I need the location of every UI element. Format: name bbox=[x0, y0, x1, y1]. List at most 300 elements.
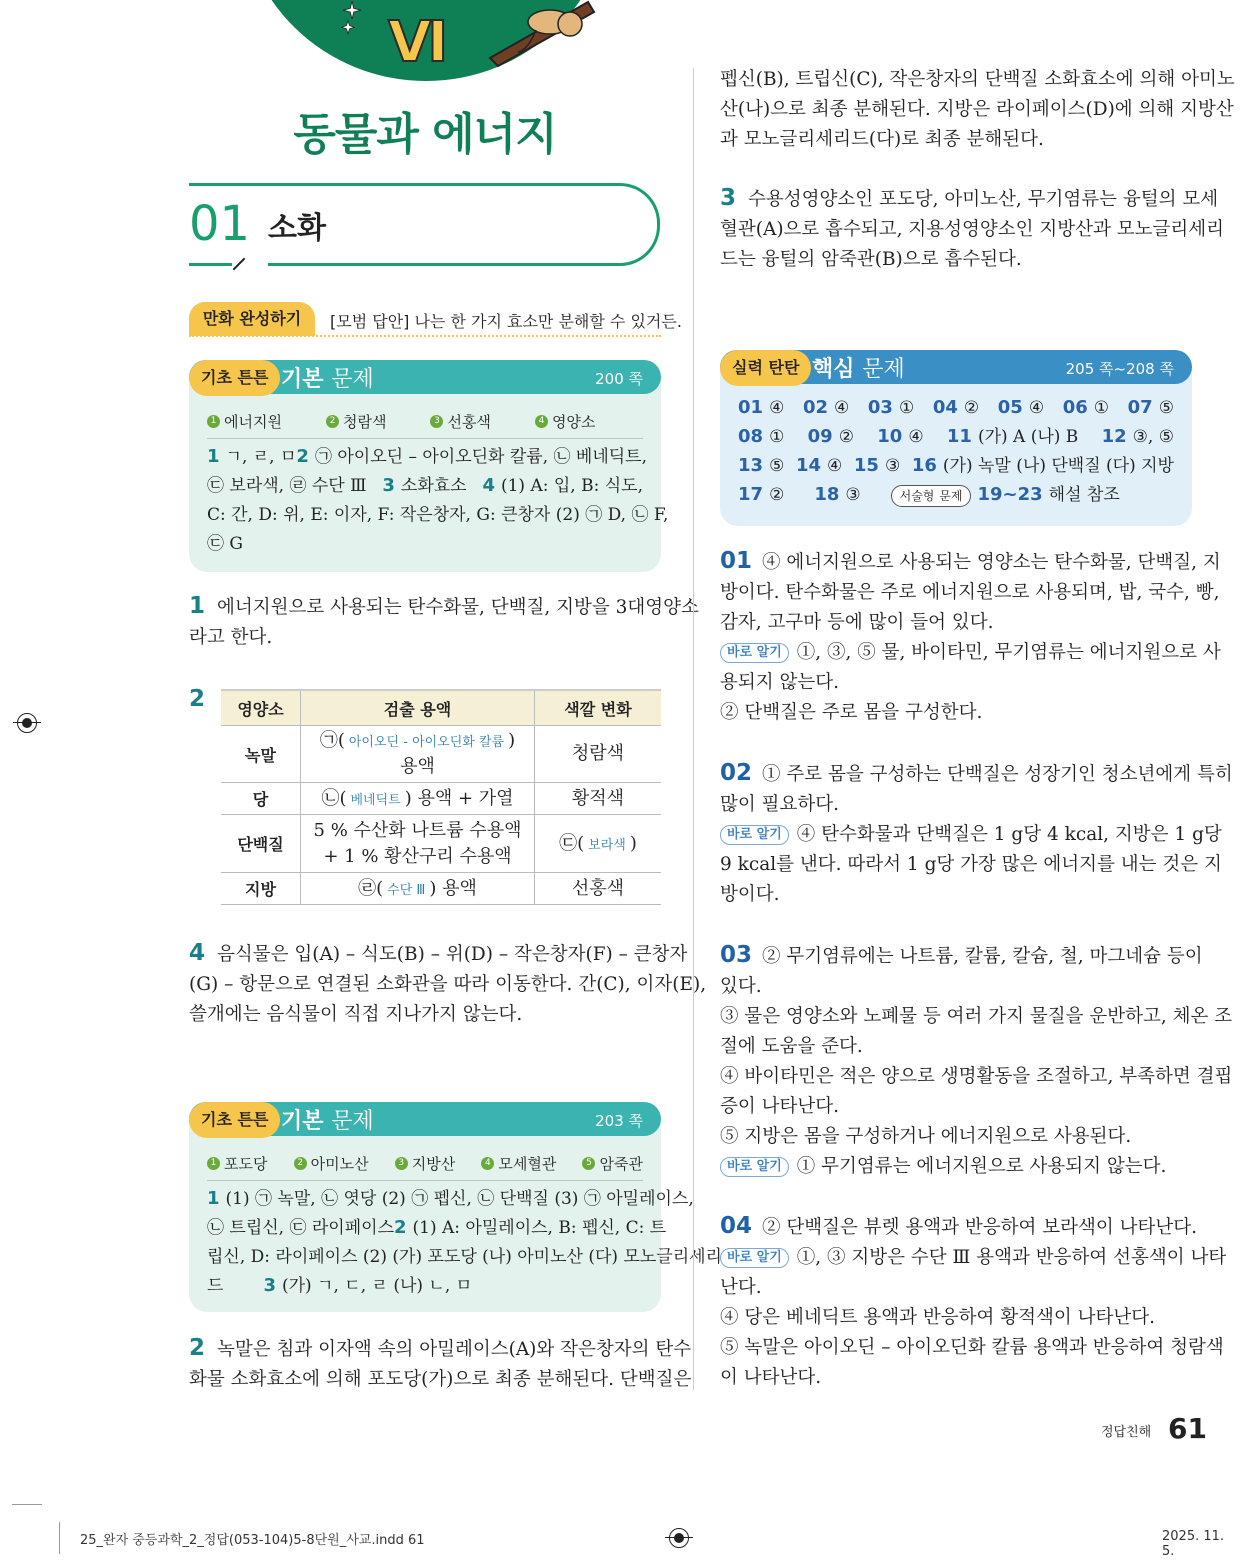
answer-value: ④ bbox=[769, 398, 785, 418]
answer-text: ㄱ, ㄹ, ㅁ bbox=[225, 447, 297, 467]
line-text: 절에 도움을 준다. bbox=[720, 1036, 863, 1057]
text-line bbox=[720, 1152, 1192, 1182]
line-text: 라고 한다. bbox=[189, 627, 273, 648]
crop-mark bbox=[59, 1522, 60, 1554]
text-line bbox=[720, 668, 1192, 698]
answer-number: 10 bbox=[877, 426, 903, 447]
answer-item bbox=[912, 452, 1174, 481]
text-line bbox=[720, 608, 1192, 638]
line-text: ①, ③ 지방은 수단 Ⅲ 용액과 반응하여 선홍색이 나타 bbox=[796, 1247, 1227, 1268]
essay-bold: 서술형 bbox=[899, 489, 935, 503]
paragraph-number: 3 bbox=[720, 185, 737, 211]
answer-number: 12 bbox=[1101, 426, 1127, 447]
answer-text: (1) A: 아밀레이스, B: 펩신, C: 트 bbox=[412, 1218, 667, 1238]
text-line bbox=[189, 593, 699, 623]
answer-item bbox=[868, 394, 914, 423]
answer-lines bbox=[189, 439, 669, 559]
key-terms bbox=[189, 394, 661, 434]
text-line bbox=[189, 1365, 692, 1395]
answer-item bbox=[808, 423, 854, 452]
answer-value: ① bbox=[1093, 398, 1109, 418]
text-line bbox=[720, 185, 1219, 215]
explanation-2 bbox=[189, 1335, 692, 1395]
answer-value: ③, ⑤ bbox=[1132, 427, 1174, 447]
answer-line bbox=[207, 1185, 694, 1214]
answer-text: ㉢ 보라색, ㉣ 수단 Ⅲ bbox=[207, 476, 367, 496]
text-line bbox=[720, 125, 1192, 155]
file-slug: 25_완자 중등과학_2_정답(053-104)5-8단원_사교.indd 61 bbox=[80, 1533, 425, 1548]
blank-label: ㉡( bbox=[321, 787, 347, 809]
box-header bbox=[189, 1102, 661, 1136]
header-nutrient: 영양소 bbox=[221, 690, 301, 726]
essay-badge bbox=[891, 485, 972, 507]
page-number: 61 bbox=[1168, 1412, 1207, 1445]
answer-item bbox=[207, 530, 243, 559]
answer-lines bbox=[189, 1181, 722, 1301]
blank-answer: 아이오딘 - 아이오딘화 칼륨 bbox=[348, 735, 505, 750]
text-line bbox=[720, 1092, 1192, 1122]
answer-number: 15 bbox=[853, 455, 879, 476]
key-number-icon: 4 bbox=[535, 415, 548, 428]
key-term bbox=[535, 408, 595, 434]
blank-label: ㉣( bbox=[358, 877, 384, 899]
answer-grid bbox=[720, 384, 1192, 510]
text-line bbox=[720, 1213, 1197, 1243]
color-cell: 황적색 bbox=[535, 783, 662, 815]
explanation-01 bbox=[720, 548, 1221, 728]
text-line bbox=[720, 1122, 1192, 1152]
key-term bbox=[582, 1150, 642, 1176]
answer-item bbox=[296, 443, 647, 472]
answer-number: 01 bbox=[738, 397, 764, 418]
answer-number: 1 bbox=[207, 1188, 220, 1209]
blank-answer: 베네딕트 bbox=[350, 792, 401, 808]
basic-problems-box-1 bbox=[189, 360, 669, 572]
text-line bbox=[720, 245, 1192, 275]
line-text: 방이다. bbox=[720, 884, 780, 905]
table-row bbox=[221, 873, 661, 905]
text-line bbox=[720, 95, 1234, 125]
text-line bbox=[720, 65, 1235, 95]
answer-value: 해설 참조 bbox=[1048, 485, 1120, 505]
answer-item bbox=[207, 1214, 394, 1243]
key-term-text: 청람색 bbox=[342, 412, 387, 431]
comic-divider bbox=[189, 335, 661, 337]
answer-item bbox=[1063, 394, 1109, 423]
crop-mark bbox=[12, 1504, 42, 1505]
answer-value: ④ bbox=[908, 427, 924, 447]
paragraph-number: 2 bbox=[189, 1335, 206, 1361]
answer-value: ⑤ bbox=[1158, 398, 1174, 418]
answer-value: ① bbox=[898, 398, 915, 418]
key-term-text: 선홍색 bbox=[447, 412, 491, 431]
line-text: 산(나)으로 최종 분해된다. 지방은 라이페이스(D)에 의해 지방산 bbox=[720, 99, 1234, 120]
answer-line bbox=[207, 1272, 643, 1301]
key-term-text: 영양소 bbox=[551, 412, 596, 431]
line-text: 증이 나타난다. bbox=[720, 1096, 839, 1117]
text-line bbox=[720, 820, 1222, 850]
correction-badge: 바로 알기 bbox=[720, 643, 789, 663]
answer-value: ② bbox=[838, 427, 854, 447]
key-term-text: 지방산 bbox=[411, 1154, 456, 1173]
table-label: 2 bbox=[189, 686, 206, 712]
answer-row bbox=[738, 481, 1174, 510]
line-text: ④ 바이타민은 적은 양으로 생명활동을 조절하고, 부족하면 결핍 bbox=[720, 1066, 1233, 1087]
box-page: 203 쪽 bbox=[595, 1112, 643, 1130]
paragraph-number: 03 bbox=[720, 942, 753, 968]
text-line bbox=[189, 940, 688, 970]
answer-number: 3 bbox=[263, 1275, 276, 1296]
answer-item bbox=[394, 1214, 666, 1243]
blank-close: ) bbox=[629, 832, 637, 854]
key-terms bbox=[189, 1136, 661, 1176]
line-text: ①, ③, ⑤ 물, 바이타민, 무기염류는 에너지원으로 사 bbox=[796, 642, 1221, 663]
answer-text: ㉢ G bbox=[207, 534, 243, 554]
text-line bbox=[720, 548, 1221, 578]
key-number-icon: 2 bbox=[294, 1157, 307, 1170]
answer-item bbox=[796, 452, 842, 481]
key-number-icon: 3 bbox=[395, 1157, 408, 1170]
answer-number: 02 bbox=[802, 397, 828, 418]
line-text: 이 나타난다. bbox=[720, 1367, 822, 1388]
answer-text: C: 간, D: 위, E: 이자, F: 작은창자, G: 큰창자 (2) ㉠ D, ㉡ F, bbox=[207, 505, 669, 525]
answer-number: 1 bbox=[207, 446, 220, 467]
answer-number: 06 bbox=[1062, 397, 1088, 418]
unit-title: 동물과 에너지 bbox=[293, 109, 557, 160]
print-date: 2025. 11. 5. bbox=[1162, 1529, 1225, 1559]
box-header bbox=[720, 350, 1192, 384]
answer-text: ㉠ 아이오딘 – 아이오딘화 칼륨, ㉡ 베네딕트, bbox=[314, 447, 648, 467]
color-cell bbox=[535, 815, 662, 873]
answer-row bbox=[738, 394, 1174, 423]
answer-item bbox=[891, 481, 1120, 510]
answer-number: 18 bbox=[814, 484, 840, 505]
answer-value: ③ bbox=[845, 485, 861, 505]
reagent-cell bbox=[301, 783, 535, 815]
sparkle-icon bbox=[340, 0, 380, 40]
correction-badge: 바로 알기 bbox=[720, 1157, 789, 1177]
text-line bbox=[720, 1002, 1233, 1032]
text-line bbox=[720, 1273, 1192, 1303]
line-text: ⑤ 지방은 몸을 구성하거나 에너지원으로 사용된다. bbox=[720, 1126, 1132, 1147]
key-term bbox=[481, 1150, 556, 1176]
reagent-suffix: ) 용액 bbox=[429, 877, 477, 899]
basic-problems-box-2 bbox=[189, 1102, 722, 1312]
text-line bbox=[720, 1333, 1224, 1363]
answer-item bbox=[738, 423, 784, 452]
key-number-icon: 2 bbox=[326, 415, 339, 428]
line-text: 방이다. 탄수화물은 주로 에너지원으로 사용되며, 밥, 국수, 빵, bbox=[720, 582, 1220, 603]
text-line bbox=[720, 1062, 1233, 1092]
key-number-icon: 1 bbox=[207, 415, 220, 428]
line-text: 많이 필요하다. bbox=[720, 794, 839, 815]
key-term bbox=[395, 1150, 455, 1176]
answer-item bbox=[814, 481, 860, 510]
answer-number: 14 bbox=[795, 455, 822, 476]
answer-value: ② bbox=[963, 398, 980, 418]
answer-number: 2 bbox=[394, 1217, 407, 1238]
answer-value: ④ bbox=[834, 398, 850, 418]
key-term-text: 에너지원 bbox=[224, 412, 282, 431]
text-line bbox=[189, 1335, 692, 1365]
line-text: 난다. bbox=[720, 1277, 762, 1298]
answer-value: (가) A (나) B bbox=[977, 427, 1079, 447]
line-text: 감자, 고구마 등에 많이 들어 있다. bbox=[720, 612, 994, 633]
answer-line bbox=[207, 1214, 667, 1243]
text-line bbox=[189, 1000, 661, 1030]
text-line bbox=[720, 578, 1220, 608]
line-text: 에너지원으로 사용되는 탄수화물, 단백질, 지방을 3대영양소 bbox=[217, 597, 699, 618]
answer-number: 08 bbox=[738, 426, 764, 447]
answer-value: ② bbox=[769, 485, 785, 505]
key-term bbox=[207, 1150, 267, 1176]
answer-item bbox=[207, 1272, 223, 1301]
answer-number: 04 bbox=[932, 397, 958, 418]
answer-item bbox=[207, 1185, 694, 1214]
line-text: 녹말은 침과 이자액 속의 아밀레이스(A)와 작은창자의 탄수 bbox=[217, 1339, 692, 1360]
reagent-line: 5 % 수산화 나트륨 수용액 bbox=[313, 819, 522, 841]
text-line bbox=[720, 698, 1192, 728]
line-text: 혈관(A)으로 흡수되고, 지용성영양소인 지방산과 모노글리세리 bbox=[720, 219, 1224, 240]
key-number-icon: 4 bbox=[481, 1157, 494, 1170]
reagent-line: + 1 % 황산구리 수용액 bbox=[323, 845, 512, 867]
table-row bbox=[221, 726, 661, 783]
line-text: ② 무기염류에는 나트륨, 칼륨, 칼슘, 철, 마그네슘 등이 bbox=[762, 946, 1203, 967]
box-tag: 실력 탄탄 bbox=[720, 350, 811, 386]
answer-text: 소화효소 bbox=[400, 476, 467, 496]
box-tag: 기초 튼튼 bbox=[189, 1102, 280, 1138]
key-number-icon: 1 bbox=[207, 1157, 220, 1170]
answer-text: (1) ㉠ 녹말, ㉡ 엿당 (2) ㉠ 펩신, ㉡ 단백질 (3) ㉠ 아밀레이스, bbox=[225, 1189, 694, 1209]
key-term bbox=[207, 408, 282, 434]
box-title-bold: 기본 bbox=[281, 1109, 324, 1134]
line-text: 용되지 않는다. bbox=[720, 672, 839, 693]
answer-value: ④ bbox=[1028, 398, 1045, 418]
paragraph-number: 01 bbox=[720, 548, 753, 574]
blank-label: ㉠( bbox=[319, 730, 345, 751]
key-term bbox=[430, 408, 490, 434]
answer-text: (1) A: 입, B: 식도, bbox=[500, 476, 643, 496]
answer-item bbox=[738, 394, 784, 423]
answer-item bbox=[947, 423, 1078, 452]
nutrient-test-table bbox=[221, 689, 661, 905]
answer-number: 07 bbox=[1127, 397, 1153, 418]
answer-number: 19~23 bbox=[977, 484, 1043, 505]
answer-number: 16 bbox=[911, 455, 937, 476]
key-term-text: 암죽관 bbox=[599, 1154, 643, 1173]
text-line bbox=[189, 970, 707, 1000]
box-tag: 기초 튼튼 bbox=[189, 360, 280, 396]
explanation-3 bbox=[720, 185, 1224, 275]
answer-value: ④ bbox=[827, 456, 843, 476]
column-divider bbox=[693, 68, 694, 1390]
box-title-light: 문제 bbox=[862, 357, 905, 382]
answer-number: 05 bbox=[997, 397, 1023, 418]
essay-light: 문제 bbox=[939, 489, 963, 503]
line-text: 펩신(B), 트립신(C), 작은창자의 단백질 소화효소에 의해 아미노 bbox=[720, 69, 1235, 90]
line-text: ④ 에너지원으로 사용되는 영양소는 탄수화물, 단백질, 지 bbox=[762, 552, 1221, 573]
text-line bbox=[720, 1032, 1192, 1062]
answer-item bbox=[382, 472, 466, 501]
text-line bbox=[189, 623, 661, 653]
answer-value: (가) 녹말 (나) 단백질 (다) 지방 bbox=[942, 456, 1174, 476]
line-text: 음식물은 입(A) – 식도(B) – 위(D) – 작은창자(F) – 큰창자 bbox=[217, 944, 688, 965]
blank-label: ㉢( bbox=[559, 832, 585, 854]
paragraph-number: 02 bbox=[720, 760, 753, 786]
color-cell: 청람색 bbox=[535, 726, 662, 783]
answer-item bbox=[803, 394, 849, 423]
line-text: 있다. bbox=[720, 976, 762, 997]
text-line bbox=[720, 850, 1222, 880]
answer-number: 11 bbox=[946, 426, 972, 447]
answer-item bbox=[738, 481, 784, 510]
line-text: ① 주로 몸을 구성하는 단백질은 성장기인 청소년에게 특히 bbox=[762, 764, 1233, 785]
line-text: 쓸개에는 음식물이 직접 지나가지 않는다. bbox=[189, 1004, 523, 1025]
section-title: 소화 bbox=[268, 211, 326, 246]
answer-value: ⑤ bbox=[769, 456, 785, 476]
answer-text: 립신, D: 라이페이스 (2) (가) 포도당 (나) 아미노산 (다) 모노글리세리 bbox=[207, 1247, 722, 1267]
key-term bbox=[294, 1150, 369, 1176]
comic-tag: 만화 완성하기 bbox=[189, 302, 315, 336]
answer-number: 13 bbox=[738, 455, 764, 476]
explanation-02 bbox=[720, 760, 1233, 910]
nutrient-cell: 지방 bbox=[221, 873, 301, 905]
text-line bbox=[720, 1363, 1192, 1393]
line-text: 수용성영양소인 포도당, 아미노산, 무기염류는 융털의 모세 bbox=[748, 189, 1219, 210]
text-line bbox=[720, 638, 1221, 668]
text-line bbox=[720, 1303, 1192, 1333]
box-title-bold: 핵심 bbox=[812, 357, 855, 382]
key-term bbox=[326, 408, 386, 434]
answer-line bbox=[207, 501, 669, 530]
table-row bbox=[221, 783, 661, 815]
answer-text: ㉡ 트립신, ㉢ 라이페이스 bbox=[207, 1218, 394, 1238]
answer-item bbox=[854, 452, 900, 481]
correction-badge: 바로 알기 bbox=[720, 1248, 789, 1268]
text-line bbox=[720, 880, 1192, 910]
answer-number: 03 bbox=[867, 397, 893, 418]
footer-label: 정답친해 bbox=[1101, 1425, 1152, 1440]
answer-text: (가) ㄱ, ㄷ, ㄹ (나) ㄴ, ㅁ bbox=[281, 1276, 473, 1296]
line-text: ④ 탄수화물과 단백질은 1 g당 4 kcal, 지방은 1 g당 bbox=[796, 824, 1222, 845]
answer-item bbox=[998, 394, 1044, 423]
answer-value: ③ bbox=[884, 456, 901, 476]
line-text: ② 단백질은 주로 몸을 구성한다. bbox=[720, 702, 983, 723]
reagent-cell bbox=[301, 726, 535, 783]
reagent-suffix: ) 용액 + 가열 bbox=[404, 787, 514, 809]
box-title-bold: 기본 bbox=[281, 367, 324, 392]
answer-value: ① bbox=[769, 427, 785, 447]
header-color: 색깔 변화 bbox=[535, 690, 662, 726]
box-page: 200 쪽 bbox=[595, 370, 643, 388]
answer-row bbox=[738, 423, 1174, 452]
section-number: 01 bbox=[189, 196, 251, 252]
core-problems-box bbox=[720, 350, 1192, 526]
nutrient-cell: 단백질 bbox=[221, 815, 301, 873]
box-title bbox=[281, 1104, 374, 1135]
reagent-cell bbox=[301, 873, 535, 905]
box-header bbox=[189, 360, 661, 394]
section-frame bbox=[189, 183, 660, 266]
explanation-1 bbox=[189, 593, 699, 653]
answer-number: 2 bbox=[296, 446, 309, 467]
answer-item bbox=[482, 472, 643, 501]
reagent-suffix: 용액 bbox=[400, 756, 435, 777]
registration-mark-icon bbox=[669, 1528, 689, 1548]
answer-number: 09 bbox=[807, 426, 833, 447]
blank-answer: 보라색 bbox=[588, 837, 626, 853]
key-term-text: 아미노산 bbox=[310, 1154, 369, 1173]
line-text: 9 kcal를 낸다. 따라서 1 g당 가장 많은 에너지를 내는 것은 지 bbox=[720, 854, 1222, 875]
answer-number: 3 bbox=[382, 475, 395, 496]
answer-item bbox=[207, 1243, 722, 1272]
answer-item bbox=[738, 452, 784, 481]
color-cell: 선홍색 bbox=[535, 873, 662, 905]
explanation-4 bbox=[189, 940, 707, 1030]
registration-mark-icon bbox=[17, 713, 37, 733]
paragraph-number: 04 bbox=[720, 1213, 753, 1239]
blank-answer: 수단 Ⅲ bbox=[387, 882, 426, 898]
answer-item bbox=[263, 1272, 472, 1301]
paragraph-number: 1 bbox=[189, 593, 206, 619]
correction-badge: 바로 알기 bbox=[720, 825, 789, 845]
answer-text: 드 bbox=[207, 1276, 224, 1296]
reagent-cell bbox=[301, 815, 535, 873]
line-text: ② 단백질은 뷰렛 용액과 반응하여 보라색이 나타난다. bbox=[762, 1217, 1197, 1238]
explanation-2-continued bbox=[720, 65, 1235, 155]
blank-close: ) bbox=[508, 730, 516, 751]
comic-answer: [모범 답안] 나는 한 가지 효소만 분해할 수 있거든. bbox=[330, 312, 682, 331]
text-line bbox=[720, 972, 1192, 1002]
line-text: 과 모노글리세리드(다)로 최종 분해된다. bbox=[720, 129, 1044, 150]
line-text: ④ 당은 베네딕트 용액과 반응하여 황적색이 나타난다. bbox=[720, 1307, 1155, 1328]
paragraph-number: 4 bbox=[189, 940, 206, 966]
explanation-03 bbox=[720, 942, 1233, 1182]
key-number-icon: 5 bbox=[582, 1157, 595, 1170]
answer-line bbox=[207, 472, 643, 501]
answer-item bbox=[933, 394, 979, 423]
answer-row bbox=[738, 452, 1174, 481]
text-line bbox=[720, 215, 1224, 245]
table-row bbox=[221, 815, 661, 873]
answer-item bbox=[207, 472, 367, 501]
answer-line bbox=[207, 443, 648, 472]
text-line bbox=[720, 1243, 1227, 1273]
chapter-numeral: VI bbox=[388, 10, 445, 75]
line-text: ③ 물은 영양소와 노폐물 등 여러 가지 물질을 운반하고, 체온 조 bbox=[720, 1006, 1233, 1027]
table-header-row bbox=[221, 690, 661, 726]
answer-number: 4 bbox=[482, 475, 495, 496]
explanation-04 bbox=[720, 1213, 1227, 1393]
box-title bbox=[812, 352, 905, 383]
text-line bbox=[720, 942, 1203, 972]
key-term-text: 모세혈관 bbox=[498, 1154, 557, 1173]
answer-item bbox=[877, 423, 923, 452]
answer-item bbox=[1128, 394, 1174, 423]
header-reagent: 검출 용액 bbox=[301, 690, 535, 726]
cat-on-branch-illustration bbox=[488, 0, 598, 70]
box-title-light: 문제 bbox=[331, 1109, 374, 1134]
nutrient-cell: 당 bbox=[221, 783, 301, 815]
answer-number: 17 bbox=[738, 484, 764, 505]
key-number-icon: 3 bbox=[430, 415, 443, 428]
text-line bbox=[720, 760, 1233, 790]
answer-item bbox=[207, 501, 668, 530]
answer-line bbox=[207, 1243, 722, 1272]
line-text: ⑤ 녹말은 아이오딘 – 아이오딘화 칼륨 용액과 반응하여 청람색 bbox=[720, 1337, 1224, 1358]
line-text: 드는 융털의 암죽관(B)으로 흡수된다. bbox=[720, 249, 1022, 270]
answer-item bbox=[1102, 423, 1174, 452]
